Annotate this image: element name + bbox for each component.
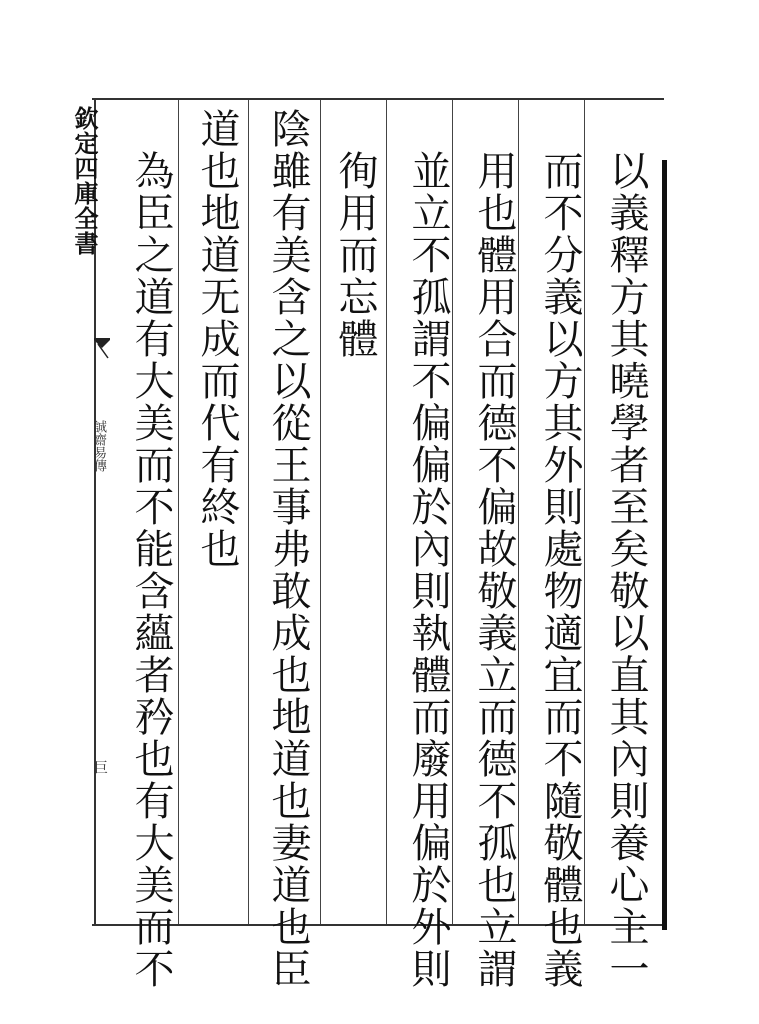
margin-subtitle: 誠齋易傳: [91, 420, 106, 472]
fish-tail-mark-icon: [92, 338, 112, 360]
text-column-4: 並立不孤謂不偏偏於內則執體而廢用偏於外則: [405, 150, 451, 990]
column-rule: [386, 100, 387, 924]
text-column-8: 為臣之道有大美而不能含蘊者矜也有大美而不: [128, 150, 174, 990]
margin-book-title: 欽定四庫全書: [70, 106, 99, 256]
text-column-7: 道也地道无成而代有終也: [194, 108, 240, 570]
column-rule: [178, 100, 179, 924]
column-rule: [518, 100, 519, 924]
text-column-1: 以義釋方其曉學者至矣敬以直其內則養心主一: [603, 150, 649, 990]
text-column-3: 用也體用合而德不偏故敬義立而德不孤也立謂: [471, 150, 517, 990]
column-rule: [584, 100, 585, 924]
column-rule: [248, 100, 249, 924]
text-column-5: 徇用而忘體: [332, 150, 378, 360]
margin-page-mark: 巨: [92, 760, 108, 774]
frame-right-border: [662, 160, 667, 930]
column-rule: [320, 100, 321, 924]
column-rule: [452, 100, 453, 924]
text-column-2: 而不分義以方其外則處物適宜而不隨敬體也義: [537, 150, 583, 990]
text-column-6: 陰雖有美含之以從王事弗敢成也地道也妻道也臣: [265, 108, 311, 990]
